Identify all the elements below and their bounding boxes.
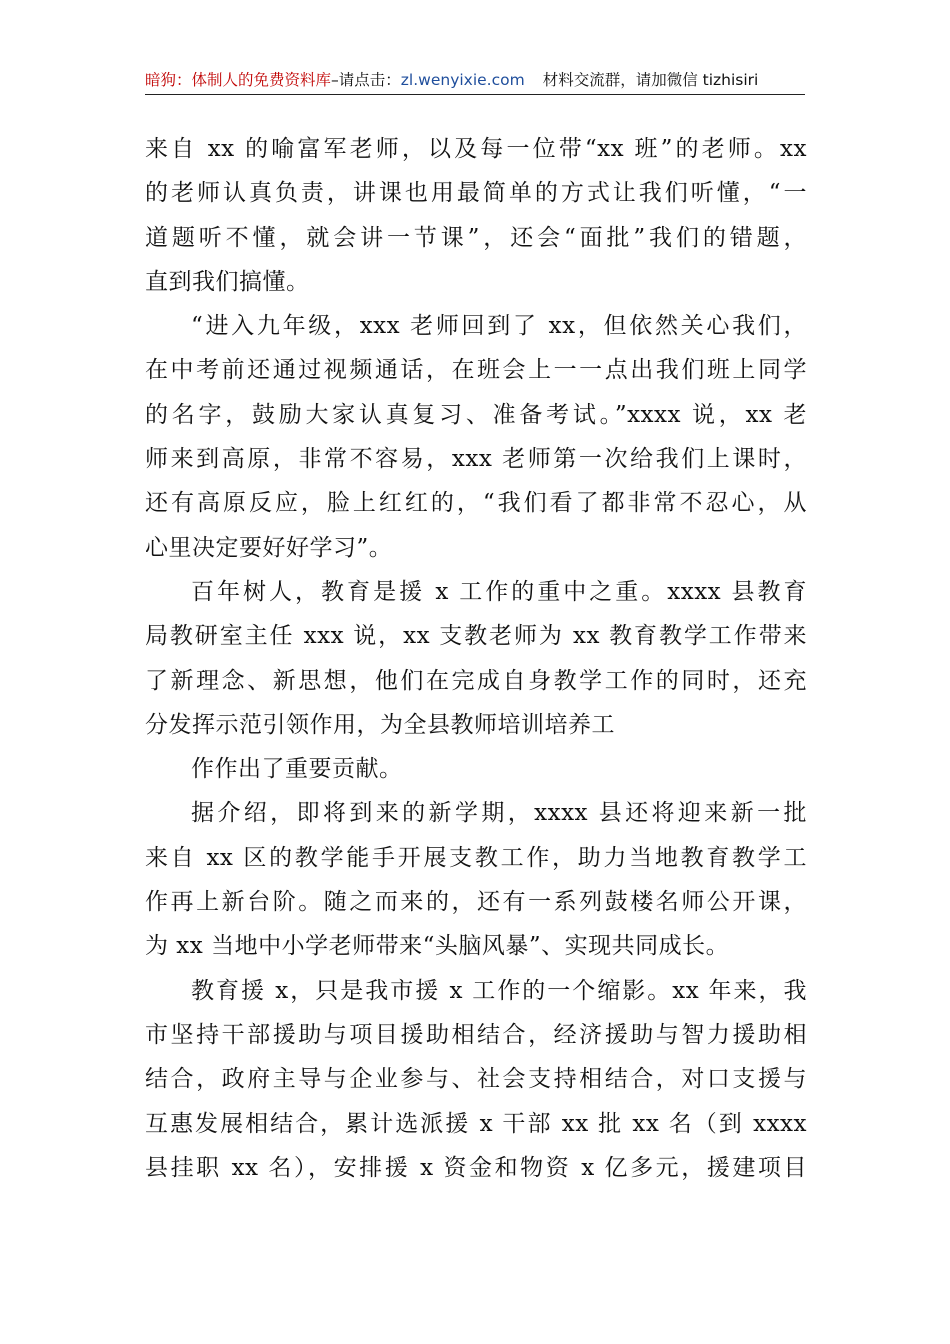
text-line: 结合，政府主导与企业参与、社会支持相结合，对口支援与 xyxy=(145,1066,807,1093)
text-line: 的老师认真负责，讲课也用最简单的方式让我们听懂，“一 xyxy=(145,180,807,207)
paragraph-first-line: 作作出了重要贡献。 xyxy=(191,756,403,783)
text-line: 了新理念、新思想，他们在完成自身教学工作的同时，还充 xyxy=(145,667,807,694)
header-click-prefix: –请点击： xyxy=(331,71,401,89)
text-line: 的名字，鼓励大家认真复习、准备考试。”xxxx 说，xx 老 xyxy=(145,401,807,428)
paragraph-first-line: 百年树人，教育是援 x 工作的重中之重。xxxx 县教育 xyxy=(191,578,807,605)
header-brand: 暗狗：体制人的免费资料库 xyxy=(145,71,332,89)
text-line: 师来到高原，非常不容易，xxx 老师第一次给我们上课时， xyxy=(145,446,807,473)
text-line: 还有高原反应，脸上红红的，“我们看了都非常不忍心，从 xyxy=(145,490,807,517)
text-line: 为 xx 当地中小学老师带来“头脑风暴”、实现共同成长。 xyxy=(145,933,730,960)
paragraph-first-line: “进入九年级，xxx 老师回到了 xx，但依然关心我们， xyxy=(191,313,807,340)
text-line: 分发挥示范引领作用，为全县教师培训培养工 xyxy=(145,711,615,738)
text-line: 直到我们搞懂。 xyxy=(145,268,310,295)
text-line: 心里决定要好好学习”。 xyxy=(145,534,393,561)
text-line: 局教研室主任 xxx 说，xx 支教老师为 xx 教育教学工作带来 xyxy=(145,623,807,650)
text-line: 道题听不懂，就会讲一节课”，还会“面批”我们的错题， xyxy=(145,224,807,251)
text-line: 来自 xx 的喻富军老师，以及每一位带“xx 班”的老师。xx xyxy=(145,136,807,162)
text-line: 互惠发展相结合，累计选派援 x 干部 xx 批 xx 名（到 xxxx xyxy=(145,1110,807,1137)
header-contact: 材料交流群，请加微信 tizhisiri xyxy=(542,71,759,89)
document-body xyxy=(145,127,807,1190)
page-header xyxy=(145,68,805,95)
paragraph-first-line: 教育援 x，只是我市援 x 工作的一个缩影。xx 年来，我 xyxy=(191,977,807,1004)
text-line: 市坚持干部援助与项目援助相结合，经济援助与智力援助相 xyxy=(145,1021,807,1048)
header-url-link[interactable]: zl.wenyixie.com xyxy=(400,71,525,89)
paragraph-first-line: 据介绍，即将到来的新学期，xxxx 县还将迎来新一批 xyxy=(191,800,807,827)
text-line: 作再上新台阶。随之而来的，还有一系列鼓楼名师公开课， xyxy=(145,889,807,916)
text-line: 县挂职 xx 名），安排援 x 资金和物资 x 亿多元，援建项目 xyxy=(145,1154,807,1181)
text-line: 来自 xx 区的教学能手开展支教工作，助力当地教育教学工 xyxy=(145,844,807,871)
text-line: 在中考前还通过视频通话，在班会上一一点出我们班上同学 xyxy=(145,357,807,384)
